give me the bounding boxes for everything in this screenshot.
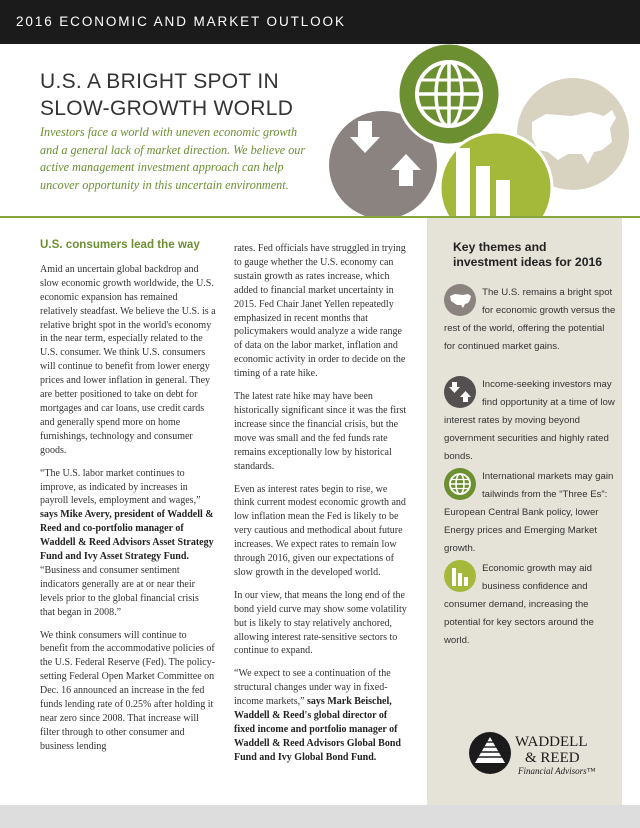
quote-beischel: “We expect to see a continuation of the structural changes under way in fixed-income markets,” [234,668,391,708]
article-column-1 [40,238,216,763]
article-paragraph-4: rates. Fed officials have struggled in trying to gauge whether the U.S. economy can sustain growth as rates increase, which added to financial market uncertainty in 2015. Fed Chair Janet Yellen repeatedly emphasized in recent months that policymakers would analyze a wide range of data on the labor market, inflation and economic activity in order to decide on the timing of a rate hike. [234,243,406,380]
theme-text-us: The U.S. remains a bright spot for economic growth versus the rest of the world, offering the potential for continued market gains. [444,287,616,352]
title-line-1: U.S. A BRIGHT SPOT IN [40,70,279,93]
theme-text-income: Income-seeking investors may find opportunity at a time of low interest rates by moving beyond government securities and highly rated bonds. [444,379,615,462]
article-paragraph-7: In our view, that means the long end of the bond yield curve may show some volatility but is likely to stay relatively anchored, allowing interest rate-sensitive sectors to continue to expand. [234,589,407,657]
globe-icon [444,468,476,500]
logo-amp: & REED [525,750,580,766]
theme-item-us [444,284,616,356]
article-heading: U.S. consumers lead the way [40,238,200,251]
quote-avery-cont: “Business and consumer sentiment indicators generally are at or near their levels prior to the global financial crisis that began in 2008.” [40,564,199,618]
globe-circle [398,44,500,145]
quote-avery: “The U.S. labor market continues to improve, as indicated by increases in payroll levels, employment and wages,” [40,467,201,507]
hero-illustration [320,44,640,216]
footer-bar [0,805,640,828]
article-paragraph-6: Even as interest rates begin to rise, we think current modest economic growth and low inflation mean the Fed is likely to be very cautious and methodical about future increases. We expect rates to remain low through 2016, given our expectations of slow growth in the developed world. [234,483,406,578]
attribution-avery: says Mike Avery, president of Waddell & Reed and co-portfolio manager of Waddell & Reed Advisors Asset Strategy Fund and Ivy Asset Strategy Fund. [40,509,214,563]
logo-line-2: Financial Advisors™ [518,766,596,776]
theme-item-growth [444,560,616,650]
theme-item-income [444,376,616,466]
article-paragraph-5: The latest rate hike may have been historically significant since it was the first increase since the financial crisis, but the move was small and the fed funds rate remains exceptionally low by historical standards. [234,391,407,472]
logo-line-1: WADDELL [515,734,588,750]
article-column-2 [234,242,410,774]
article-paragraph-1: Amid an uncertain global backdrop and slow economic growth worldwide, the U.S. economic expansion has remained relatively steadfast. We believe the U.S. is a relative bright spot in the world's economy in the near term, especially related to the U.S. consumer. We think U.S. consumers will continue to benefit from lower energy prices and lower inflation in general. They are better positioned to take on debt for mortgages and car loans, use credit cards and generally spend more on home furnishings, technology and consumer goods. [40,263,216,456]
article-paragraph-8 [234,667,410,764]
key-themes-sidebar [427,218,622,805]
bar-chart-icon [444,560,476,592]
theme-text-growth: Economic growth may aid business confidence and consumer demand, increasing the potential for key sectors around the world. [444,563,594,646]
article-paragraph-2 [40,467,216,620]
article-paragraph-3: We think consumers will continue to benefit from the accommodative policies of the U.S. Federal Reserve (Fed). The policy-setting Federal Open Market Committee on Dec. 16 announced an increase in the fed funds lending rate of 0.25% after holding it near zero since 2008. That increase will filter through to other consumer and business lending [40,629,216,752]
header-bar [0,0,640,44]
us-map-icon [444,284,476,316]
header-label: 2016 ECONOMIC AND MARKET OUTLOOK [16,14,346,29]
intro-text: Investors face a world with uneven economic growth and a general lack of market direction. We believe our active management investment approach can help uncover opportunity in this uncertain environment. [40,125,306,192]
page-title [40,68,340,122]
attribution-beischel: says Mark Beischel, Waddell & Reed's global director of fixed income and portfolio manager of Waddell & Reed Advisors Global Bond Fund and Ivy Global Bond Fund. [234,696,401,763]
theme-text-international: International markets may gain tailwinds from the “Three Es”: European Central Bank policy, lower Energy prices and Emerging Market growth. [444,471,614,554]
pyramid-icon [469,732,511,774]
waddell-reed-logo [468,729,618,779]
sidebar-heading: Key themes and investment ideas for 2016 [453,240,603,269]
title-line-2: SLOW-GROWTH WORLD [40,97,294,120]
up-down-arrows-icon [444,376,476,408]
theme-item-international [444,468,616,558]
